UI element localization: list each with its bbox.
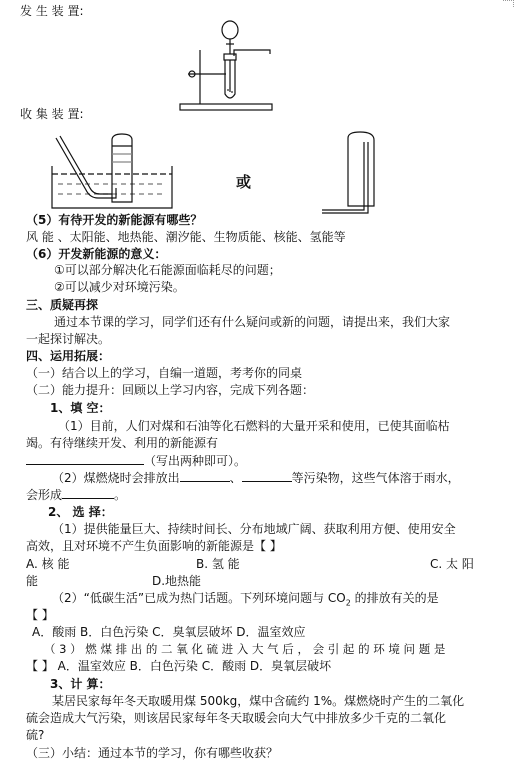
section-3-para-line2: 一起探讨解决。	[26, 332, 111, 346]
fill-q2-line1	[52, 469, 460, 486]
fill-q2-sep: 、	[229, 471, 242, 485]
calc-line2: 硫会造成大气污染，则该居民家每年冬天取暖会向大气中排放多少千克的二氧化	[26, 711, 447, 725]
fill-q2-text-c: 会形成	[26, 488, 63, 502]
section-4-item-2: （二）能力提升：回顾以上学习内容，完成下列各题：	[26, 383, 315, 397]
section-4-title: 四、运用拓展：	[26, 349, 111, 363]
section-3-title: 三、质疑再探	[26, 298, 99, 312]
fill-q1-hint: （写出两种即可）。	[144, 454, 247, 468]
choice-title: 2、 选 择：	[48, 505, 113, 519]
choice-q1-option-c-cont: 能	[26, 574, 39, 588]
q5-answer: 风 能 、太阳能、地热能、潮汐能、生物质能、核能、氢能等	[26, 230, 346, 244]
section-4-item-1: （一）结合以上的学习，自编一道题，考考你的同桌	[26, 366, 303, 380]
fill-q1-blank[interactable]	[26, 452, 144, 465]
choice-q2-line1	[52, 590, 439, 611]
choice-q2-options: A．酸雨 B．白色污染 C．臭氧层破坏 D．温室效应	[32, 625, 306, 639]
co2-subscript: 2	[345, 598, 351, 608]
fill-q2-line2	[26, 486, 126, 503]
fill-q2-blank-2[interactable]	[242, 469, 292, 482]
calc-title: 3、计 算：	[50, 677, 111, 691]
generator-label: 发 生 装 置:	[20, 4, 84, 18]
fill-q2-end: 。	[114, 488, 127, 502]
collector-label: 收 集 装 置:	[20, 107, 84, 121]
choice-q1-option-d: D.地热能	[152, 574, 202, 588]
choice-q1-line1: （1）提供能量巨大、持续时间长、分布地域广阔、获取利用方便、使用安全	[52, 522, 456, 536]
q5-heading: （5）有待开发的新能源有哪些？	[26, 213, 203, 227]
fill-q1-line2: 竭。有待继续开发、利用的新能源有	[26, 436, 219, 450]
generator-apparatus-icon	[178, 10, 278, 112]
choice-q3-line1: （ 3 ） 燃 煤 排 出 的 二 氧 化 硫 进 入 大 气 后 ， 会 引 起 的 环 境 问 题 是	[44, 642, 446, 656]
fill-q2-text-b: 等污染物，这些气体溶于雨水，	[291, 471, 460, 485]
fill-q1-line3	[26, 452, 246, 469]
choice-q2-text: （2）“低碳生活”已成为热门话题。下列环境问题与 CO	[52, 591, 346, 605]
calc-line3: 硫?	[26, 728, 45, 742]
q6-heading: （6）开发新能源的意义：	[26, 247, 167, 261]
fill-blank-title: 1、填 空：	[50, 401, 111, 415]
q6-point-2: ②可以减少对环境污染。	[54, 280, 185, 294]
fill-q2-blank-1[interactable]	[180, 469, 230, 482]
choice-q3-line2: 【 】 A．温室效应 B．白色污染 C．酸雨 D．臭氧层破坏	[26, 659, 332, 673]
fill-q1-line1: （1）目前，人们对煤和石油等化石燃料的大量开采和使用，已使其面临枯	[58, 419, 450, 433]
calc-line1: 某居民家每年冬天取暖用煤 500kg，煤中含硫约 1%。煤燃烧时产生的二氧化	[52, 694, 465, 708]
choice-q1-line2: 高效，且对环境不产生负面影响的新能源是【 】	[26, 539, 282, 553]
fill-q2-text-a: （2）煤燃烧时会排放出	[52, 471, 180, 485]
fill-q2-blank-3[interactable]	[62, 486, 114, 499]
section-3-para-line1: 通过本节课的学习，同学们还有什么疑问或新的问题，请提出来，我们大家	[54, 315, 451, 329]
summary-line: （三）小结：通过本节的学习，你有哪些收获？	[26, 746, 279, 760]
choice-q1-option-b: B. 氢 能	[196, 557, 240, 571]
choice-q2-text-end: 的排放有关的是	[350, 591, 439, 605]
or-label: 或	[236, 173, 252, 191]
page-corner-mark	[503, 0, 514, 7]
upward-air-collection-icon	[318, 132, 388, 214]
q6-point-1: ①可以部分解决化石能源面临耗尽的问题；	[54, 263, 281, 277]
choice-q2-bracket: 【 】	[26, 608, 54, 622]
choice-q1-option-c: C. 太 阳	[430, 557, 474, 571]
choice-q1-option-a: A. 核 能	[26, 557, 70, 571]
water-trough-icon	[50, 132, 174, 210]
